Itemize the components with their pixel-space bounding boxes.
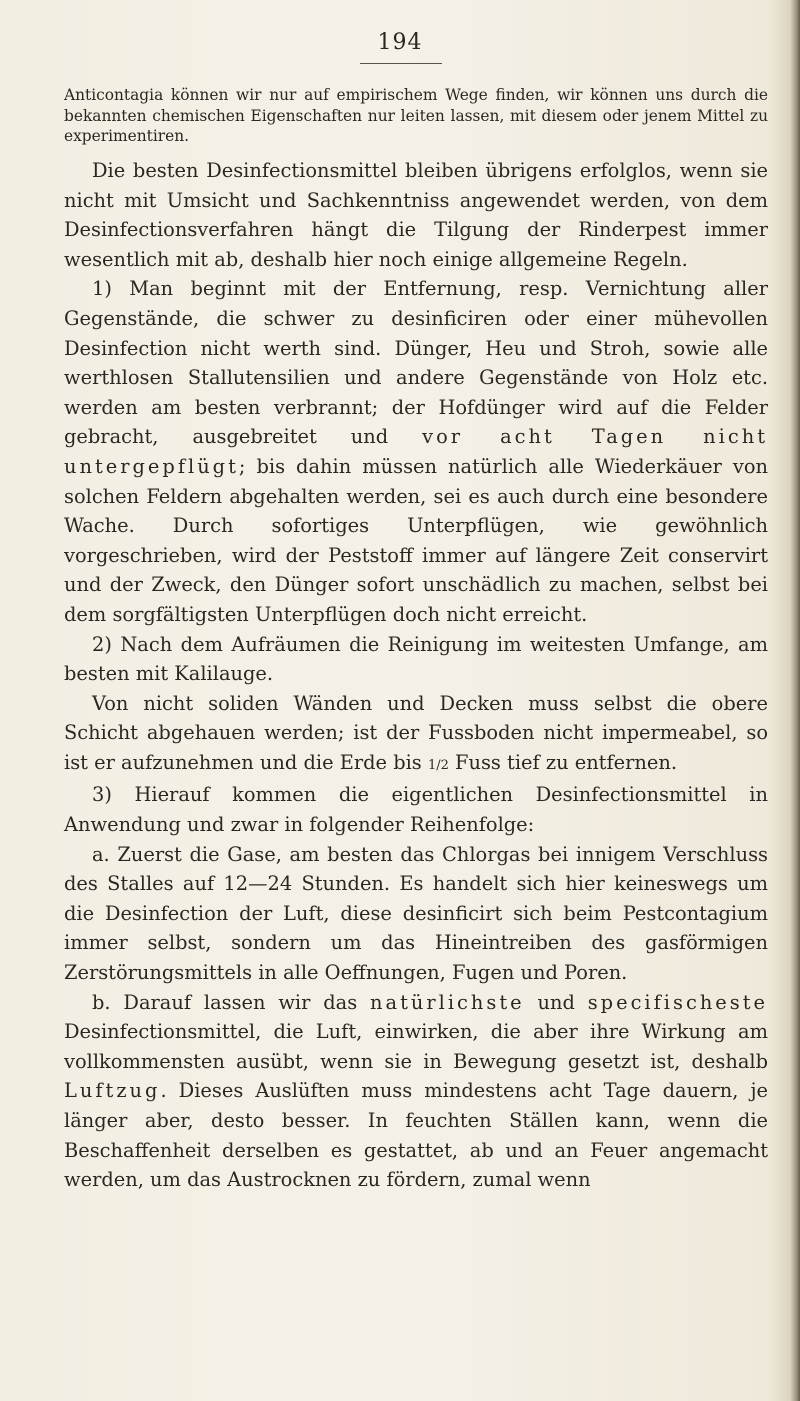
- item-b-emphasis-1: natürlichste: [370, 990, 525, 1014]
- paragraph-rule-2: 2) Nach dem Aufräumen die Reinigung im weitesten Umfange, am besten mit Kalilauge.: [64, 632, 768, 686]
- rule-1-text-b: ; bis dahin müssen natürlich alle Wiederkäuer von solchen Feldern abgehalten werden, sei es auch durch eine besondere Wache. Durch sofortiges Unterpflügen, wie gewöhnlich vorgeschrieben, wird der Peststoff immer auf längere Zeit conservirt und der Zweck, den Dünger sofort unschädlich zu machen, selbst bei dem sorgfältigsten Unterpflügen doch nicht erreicht.: [64, 454, 768, 626]
- item-b-emphasis-2: specifischeste: [587, 990, 769, 1014]
- item-b-text-d: . Dieses Auslüften muss mindestens acht Tage dauern, je länger aber, desto besser. In feuchten Ställen kann, wenn die Beschaffenheit derselben es gestattet, ab und an Feuer angemacht werden, um das Austrocknen zu fördern, zumal wenn: [64, 1079, 768, 1192]
- item-b-text-b: und: [537, 990, 575, 1014]
- paragraph-rule-1: [64, 274, 768, 629]
- page-number: 194: [377, 30, 423, 55]
- page-number-underline: [360, 63, 442, 64]
- rule-1-emphasis: vor acht Tagen nicht untergepflügt: [64, 425, 768, 478]
- paragraph-walls: [64, 689, 768, 781]
- item-b-emphasis-3: Luftzug: [64, 1079, 161, 1103]
- paragraph-item-b: [64, 988, 768, 1195]
- item-b-text-c: Desinfectionsmittel, die Luft, einwirken, die aber ihre Wirkung am vollkommensten ausübt, wenn sie in Bewegung gesetzt ist, deshalb: [64, 1020, 768, 1073]
- paragraph-item-a: a. Zuerst die Gase, am besten das Chlorgas bei innigem Verschluss des Stalles auf 12—24 Stunden. Es handelt sich hier keineswegs um die Desinfection der Luft, diese desinficirt sich beim Pestcontagium immer selbst, sondern um das Hineintreiben des gasförmigen Zerstörungsmittels in alle Oeffnungen, Fugen und Poren.: [64, 842, 768, 985]
- rule-1-text-a: 1) Man beginnt mit der Entfernung, resp. Vernichtung aller Gegenstände, die schwer zu desinficiren oder einer mühevollen Desinfection nicht werth sind. Dünger, Heu und Stroh, sowie alle werthlosen Stallutensilien und andere Gegenstände von Holz etc. werden am besten verbrannt; der Hofdünger wird auf die Felder gebracht, ausgebreitet und: [64, 277, 768, 449]
- item-b-text-a: b. Darauf lassen wir das: [92, 990, 358, 1014]
- intro-paragraph: Anticontagia können wir nur auf empirischem Wege finden, wir können uns durch die bekannten chemischen Eigenschaften nur leiten lassen, mit diesem oder jenem Mittel zu experimentiren.: [64, 86, 768, 145]
- fraction-half: 1/2: [427, 757, 449, 773]
- paragraph-rule-3: 3) Hierauf kommen die eigentlichen Desinfectionsmittel in Anwendung und zwar in folgender Reihenfolge:: [64, 783, 768, 837]
- page-edge-shadow: [790, 0, 800, 1401]
- main-text: [64, 156, 768, 1195]
- paragraph-disinfection-intro: Die besten Desinfectionsmittel bleiben übrigens erfolglos, wenn sie nicht mit Umsicht und Sachkenntniss angewendet werden, von dem Desinfectionsverfahren hängt die Tilgung der Rinderpest immer wesentlich mit ab, deshalb hier noch einige allgemeine Regeln.: [64, 159, 768, 271]
- walls-text-a: Von nicht soliden Wänden und Decken muss selbst die obere Schicht abgehauen werden; ist der Fussboden nicht impermeabel, so ist er aufzunehmen und die Erde bis: [64, 691, 768, 774]
- walls-text-b: Fuss tief zu entfernen.: [455, 750, 678, 774]
